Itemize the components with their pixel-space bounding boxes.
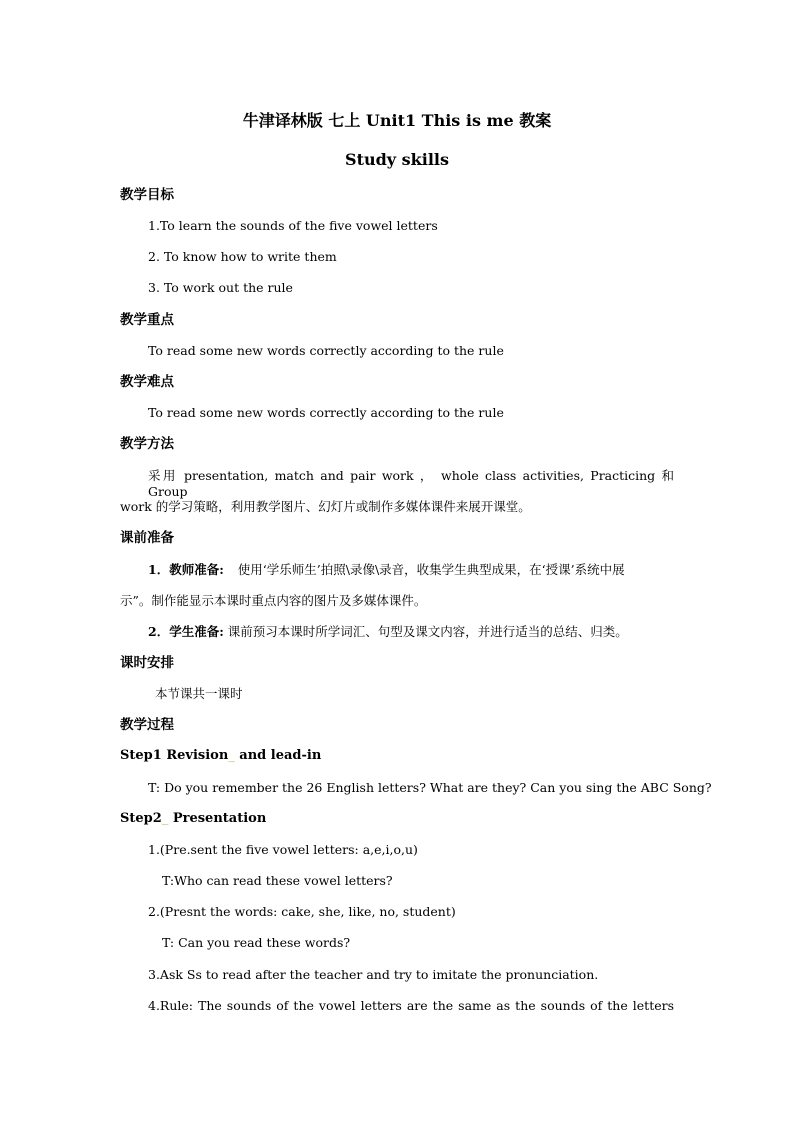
methods-line-1: 采用 presentation, match and pair work ， whole class activities, Practicing 和 Group [148, 468, 674, 499]
objective-item-3: 3. To work out the rule [148, 280, 293, 295]
teacher-preparation-text: 使用‘学乐师生’拍照\录像\录音，收集学生典型成果，在‘授课’系统中展 [237, 562, 625, 577]
document-subtitle: Study skills [345, 150, 449, 169]
teacher-preparation-line [148, 562, 674, 578]
heading-key-points: 教学重点 [120, 312, 174, 328]
heading-methods: 教学方法 [120, 436, 174, 452]
step1-text: T: Do you remember the 26 English letters? What are they? Can you sing the ABC Song? [148, 780, 712, 795]
step2-item-4: T: Can you read these words? [162, 935, 351, 950]
student-preparation-line [148, 624, 628, 640]
difficulties-text: To read some new words correctly according to the rule [148, 405, 504, 420]
student-preparation-text: 课前预习本课时所学词汇、句型及课文内容，并进行适当的总结、归类。 [227, 624, 628, 639]
step2-title-a: Step2 [120, 811, 162, 826]
step2-item-1: 1.(Pre.sent the five vowel letters: a,e,i,o,u) [148, 842, 418, 857]
methods-line-2: work 的学习策略，利用教学图片、幻灯片或制作多媒体课件来展开课堂。 [120, 499, 531, 514]
heading-process: 教学过程 [120, 717, 174, 733]
heading-difficulties: 教学难点 [120, 374, 174, 390]
step1-heading [120, 748, 321, 764]
teacher-preparation-label: 1．教师准备: [148, 562, 224, 577]
step1-title-b: and lead-in [234, 748, 322, 763]
step2-title-b: Presentation [168, 811, 267, 826]
heading-objectives: 教学目标 [120, 187, 174, 203]
step1-mark: _ [228, 748, 235, 763]
step2-item-2: T:Who can read these vowel letters? [162, 873, 393, 888]
step2-mark: _ [161, 811, 169, 826]
step2-item-3: 2.(Presnt the words: cake, she, like, no, student) [148, 904, 456, 919]
step2-heading [120, 811, 266, 827]
step1-title-a: Step1 Revision [120, 748, 229, 763]
key-points-text: To read some new words correctly according to the rule [148, 343, 504, 358]
objective-item-1: 1.To learn the sounds of the five vowel letters [148, 218, 438, 233]
step2-item-5: 3.Ask Ss to read after the teacher and try to imitate the pronunciation. [148, 967, 599, 982]
teacher-preparation-line-2: 示”。制作能显示本课时重点内容的图片及多媒体课件。 [120, 593, 427, 608]
student-preparation-label: 2．学生准备: [148, 624, 224, 639]
document-title: 牛津译林版 七上 Unit1 This is me 教案 [242, 111, 552, 130]
step2-item-6: 4.Rule: The sounds of the vowel letters are the same as the sounds of the letters [148, 998, 674, 1013]
heading-schedule: 课时安排 [120, 655, 174, 671]
objective-item-2: 2. To know how to write them [148, 249, 337, 264]
schedule-text: 本节课共一课时 [155, 686, 243, 701]
heading-preparation: 课前准备 [120, 530, 174, 546]
